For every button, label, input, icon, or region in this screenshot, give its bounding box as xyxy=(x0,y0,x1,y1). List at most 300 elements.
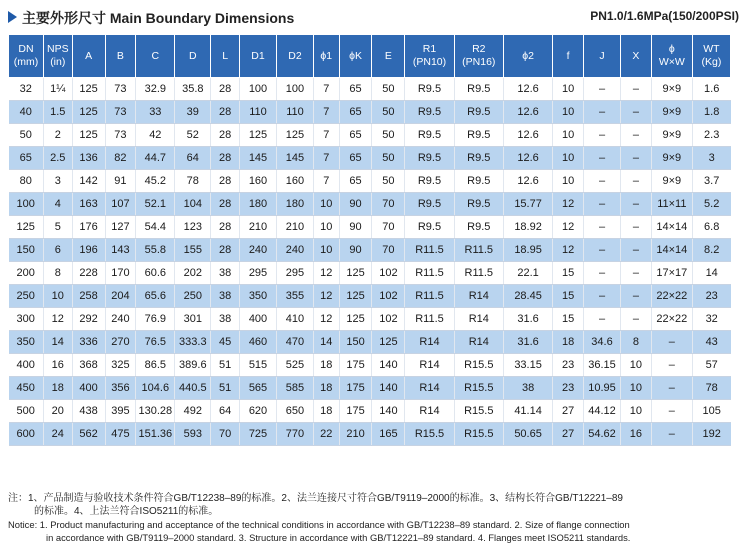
table-cell: – xyxy=(584,262,621,285)
table-cell: 450 xyxy=(9,377,44,400)
table-cell: 10 xyxy=(621,400,652,423)
table-cell: – xyxy=(584,239,621,262)
table-cell: 9×9 xyxy=(651,101,692,124)
table-cell: 50 xyxy=(9,124,44,147)
table-row xyxy=(9,170,731,193)
table-cell: 12 xyxy=(553,216,584,239)
table-cell: 38 xyxy=(211,285,240,308)
table-cell: 593 xyxy=(175,423,211,446)
table-cell: R15.5 xyxy=(454,423,503,446)
table-cell: 250 xyxy=(175,285,211,308)
table-cell: 22.1 xyxy=(503,262,552,285)
table-cell: 2.3 xyxy=(692,124,730,147)
table-cell: R9.5 xyxy=(454,78,503,101)
table-cell: 70 xyxy=(372,216,405,239)
table-cell: 80 xyxy=(9,170,44,193)
table-cell: R11.5 xyxy=(405,308,454,331)
table-cell: R15.5 xyxy=(405,423,454,446)
column-header-line: (PN16) xyxy=(462,56,496,68)
table-cell: 8 xyxy=(621,331,652,354)
column-header xyxy=(584,35,621,78)
table-cell: 127 xyxy=(105,216,136,239)
table-cell: 32 xyxy=(692,308,730,331)
column-header-line: ϕ xyxy=(668,43,675,55)
table-cell: 160 xyxy=(276,170,313,193)
table-cell: 50 xyxy=(372,147,405,170)
table-cell: 350 xyxy=(9,331,44,354)
column-header xyxy=(105,35,136,78)
table-cell: 2 xyxy=(43,124,72,147)
table-cell: 14 xyxy=(43,331,72,354)
table-cell: – xyxy=(621,170,652,193)
header-row xyxy=(9,35,731,78)
table-cell: R9.5 xyxy=(454,147,503,170)
table-cell: 10 xyxy=(553,170,584,193)
table-cell: 22 xyxy=(313,423,339,446)
table-cell: 136 xyxy=(72,147,105,170)
table-cell: 35.8 xyxy=(175,78,211,101)
table-cell: R14 xyxy=(405,400,454,423)
table-cell: 492 xyxy=(175,400,211,423)
table-cell: 176 xyxy=(72,216,105,239)
table-cell: R9.5 xyxy=(405,170,454,193)
table-cell: 240 xyxy=(276,239,313,262)
table-cell: 51 xyxy=(211,377,240,400)
table-cell: 10 xyxy=(313,239,339,262)
table-cell: 3.7 xyxy=(692,170,730,193)
table-cell: 32 xyxy=(9,78,44,101)
table-cell: 52.1 xyxy=(136,193,175,216)
table-cell: 500 xyxy=(9,400,44,423)
table-cell: 210 xyxy=(339,423,372,446)
column-header-line: X xyxy=(632,49,640,62)
table-cell: 650 xyxy=(276,400,313,423)
table-cell: R11.5 xyxy=(454,262,503,285)
table-cell: 395 xyxy=(105,400,136,423)
table-cell: 125 xyxy=(372,331,405,354)
column-header-line: NPS xyxy=(46,43,69,55)
table-cell: 125 xyxy=(339,262,372,285)
table-cell: 123 xyxy=(175,216,211,239)
table-cell: 210 xyxy=(240,216,277,239)
page-title: 主要外形尺寸 Main Boundary Dimensions xyxy=(22,10,295,26)
table-cell: 55.8 xyxy=(136,239,175,262)
table-cell: R11.5 xyxy=(405,285,454,308)
table-cell: 125 xyxy=(339,308,372,331)
table-cell: 18 xyxy=(313,377,339,400)
table-cell: 6.8 xyxy=(692,216,730,239)
table-cell: 42 xyxy=(136,124,175,147)
table-cell: 27 xyxy=(553,400,584,423)
table-cell: 18 xyxy=(313,354,339,377)
notes-cn-line-1: 注：1、产品制造与验收技术条件符合GB/T12238–89的标准。2、法兰连接尺寸符合GB/T9119–2000的标准。3、结构长符合GB/T12221–89 xyxy=(8,493,623,504)
table-cell: 27 xyxy=(553,423,584,446)
table-cell: – xyxy=(621,78,652,101)
table-cell: – xyxy=(651,423,692,446)
column-header-line: (mm) xyxy=(13,56,39,68)
table-cell: – xyxy=(584,101,621,124)
table-cell: 1.5 xyxy=(43,101,72,124)
table-cell: 33 xyxy=(136,101,175,124)
table-cell: 100 xyxy=(276,78,313,101)
table-cell: 16 xyxy=(621,423,652,446)
table-cell: 12.6 xyxy=(503,101,552,124)
table-cell: 90 xyxy=(339,239,372,262)
table-cell: 725 xyxy=(240,423,277,446)
table-cell: R14 xyxy=(454,331,503,354)
column-header xyxy=(339,35,372,78)
table-cell: 28 xyxy=(211,239,240,262)
table-cell: 10 xyxy=(313,193,339,216)
table-cell: 270 xyxy=(105,331,136,354)
table-cell: 14×14 xyxy=(651,216,692,239)
table-cell: 23 xyxy=(553,377,584,400)
table-row xyxy=(9,147,731,170)
table-cell: – xyxy=(584,216,621,239)
table-cell: 16 xyxy=(43,354,72,377)
table-cell: 73 xyxy=(105,124,136,147)
table-cell: 258 xyxy=(72,285,105,308)
table-cell: 28 xyxy=(211,216,240,239)
column-header-line: A xyxy=(85,49,93,62)
table-row xyxy=(9,285,731,308)
table-cell: 150 xyxy=(339,331,372,354)
table-cell: – xyxy=(584,308,621,331)
table-cell: 202 xyxy=(175,262,211,285)
table-cell: 110 xyxy=(276,101,313,124)
table-cell: 470 xyxy=(276,331,313,354)
table-cell: R9.5 xyxy=(454,216,503,239)
column-header-line: f xyxy=(566,49,570,62)
table-cell: – xyxy=(621,308,652,331)
table-cell: – xyxy=(621,239,652,262)
table-cell: – xyxy=(621,193,652,216)
table-cell: 600 xyxy=(9,423,44,446)
table-cell: 10 xyxy=(553,147,584,170)
table-cell: – xyxy=(651,377,692,400)
column-header xyxy=(503,35,552,78)
table-cell: 51 xyxy=(211,354,240,377)
table-cell: 440.5 xyxy=(175,377,211,400)
table-cell: 1.8 xyxy=(692,101,730,124)
table-cell: 14×14 xyxy=(651,239,692,262)
table-cell: 175 xyxy=(339,400,372,423)
table-cell: 143 xyxy=(105,239,136,262)
table-cell: – xyxy=(584,285,621,308)
table-cell: 32.9 xyxy=(136,78,175,101)
table-cell: 155 xyxy=(175,239,211,262)
table-row xyxy=(9,124,731,147)
column-header xyxy=(651,35,692,78)
table-cell: 104 xyxy=(175,193,211,216)
table-cell: 70 xyxy=(372,193,405,216)
table-cell: R9.5 xyxy=(405,101,454,124)
table-row xyxy=(9,216,731,239)
table-cell: 196 xyxy=(72,239,105,262)
table-cell: 12.6 xyxy=(503,147,552,170)
table-header xyxy=(9,35,731,78)
table-cell: 24 xyxy=(43,423,72,446)
table-cell: 110 xyxy=(240,101,277,124)
table-cell: 295 xyxy=(276,262,313,285)
table-cell: 28.45 xyxy=(503,285,552,308)
table-cell: 7 xyxy=(313,124,339,147)
table-cell: 14 xyxy=(692,262,730,285)
table-cell: 15 xyxy=(553,285,584,308)
table-cell: 400 xyxy=(9,354,44,377)
table-cell: 90 xyxy=(339,193,372,216)
table-cell: 12 xyxy=(313,308,339,331)
table-cell: 44.7 xyxy=(136,147,175,170)
table-cell: 11×11 xyxy=(651,193,692,216)
column-header-line: L xyxy=(222,49,229,62)
table-cell: R9.5 xyxy=(454,193,503,216)
page-header xyxy=(6,6,739,28)
table-cell: 65 xyxy=(339,124,372,147)
table-cell: 10 xyxy=(553,101,584,124)
table-cell: 31.6 xyxy=(503,308,552,331)
table-cell: 50 xyxy=(372,101,405,124)
table-cell: 39 xyxy=(175,101,211,124)
table-cell: 525 xyxy=(276,354,313,377)
table-cell: 210 xyxy=(276,216,313,239)
table-cell: 204 xyxy=(105,285,136,308)
table-cell: 1.6 xyxy=(692,78,730,101)
table-cell: 125 xyxy=(72,124,105,147)
column-header xyxy=(9,35,44,78)
table-cell: R9.5 xyxy=(454,170,503,193)
table-cell: – xyxy=(584,193,621,216)
column-header xyxy=(276,35,313,78)
table-cell: 170 xyxy=(105,262,136,285)
table-cell: 292 xyxy=(72,308,105,331)
table-cell: 70 xyxy=(372,239,405,262)
table-row xyxy=(9,423,731,446)
table-cell: 142 xyxy=(72,170,105,193)
table-cell: 23 xyxy=(553,354,584,377)
table-cell: 1¼ xyxy=(43,78,72,101)
triangle-bullet-icon xyxy=(8,11,17,23)
table-cell: 107 xyxy=(105,193,136,216)
table-cell: 8.2 xyxy=(692,239,730,262)
table-cell: 38 xyxy=(503,377,552,400)
table-cell: 9×9 xyxy=(651,147,692,170)
column-header-line: (PN10) xyxy=(412,56,447,68)
table-cell: 10.95 xyxy=(584,377,621,400)
table-cell: 336 xyxy=(72,331,105,354)
table-cell: R11.5 xyxy=(454,239,503,262)
table-cell: 389.6 xyxy=(175,354,211,377)
table-cell: 368 xyxy=(72,354,105,377)
table-cell: – xyxy=(621,262,652,285)
table-row xyxy=(9,308,731,331)
table-cell: 52 xyxy=(175,124,211,147)
table-row xyxy=(9,239,731,262)
table-cell: 17×17 xyxy=(651,262,692,285)
table-cell: 10 xyxy=(553,78,584,101)
table-cell: 28 xyxy=(211,78,240,101)
table-cell: 31.6 xyxy=(503,331,552,354)
column-header-line: R2 xyxy=(472,43,486,55)
table-cell: 2.5 xyxy=(43,147,72,170)
table-cell: 102 xyxy=(372,285,405,308)
table-cell: 18 xyxy=(553,331,584,354)
column-header xyxy=(313,35,339,78)
table-cell: 125 xyxy=(9,216,44,239)
column-header xyxy=(692,35,730,78)
table-cell: 76.9 xyxy=(136,308,175,331)
table-cell: R11.5 xyxy=(405,239,454,262)
table-cell: 5 xyxy=(43,216,72,239)
table-cell: 3 xyxy=(43,170,72,193)
column-header-line: (in) xyxy=(50,56,66,68)
notes-en-line-1: Notice: 1. Product manufacturing and acceptance of the technical conditions in accordance with GB/T12238–89 standard. 2. Size of flange connection xyxy=(8,519,630,530)
column-header-line: ϕ1 xyxy=(320,49,333,62)
column-header-line: D xyxy=(189,49,197,62)
table-cell: 78 xyxy=(692,377,730,400)
table-cell: R14 xyxy=(405,354,454,377)
table-cell: 28 xyxy=(211,101,240,124)
column-header xyxy=(43,35,72,78)
table-cell: 10 xyxy=(43,285,72,308)
table-cell: 45.2 xyxy=(136,170,175,193)
table-cell: 145 xyxy=(240,147,277,170)
table-cell: 350 xyxy=(240,285,277,308)
table-cell: – xyxy=(621,216,652,239)
table-cell: 64 xyxy=(175,147,211,170)
table-cell: 150 xyxy=(9,239,44,262)
column-header-line: R1 xyxy=(422,43,437,55)
table-cell: 125 xyxy=(72,101,105,124)
column-header-line: C xyxy=(151,49,160,62)
table-cell: – xyxy=(584,78,621,101)
table-cell: 18 xyxy=(43,377,72,400)
table-cell: 36.15 xyxy=(584,354,621,377)
table-cell: 33.15 xyxy=(503,354,552,377)
table-cell: 100 xyxy=(9,193,44,216)
table-cell: 50 xyxy=(372,170,405,193)
column-header-line: WT xyxy=(703,43,720,55)
table-cell: 301 xyxy=(175,308,211,331)
table-cell: 34.6 xyxy=(584,331,621,354)
table-row xyxy=(9,193,731,216)
table-cell: R14 xyxy=(454,308,503,331)
table-cell: 228 xyxy=(72,262,105,285)
table-cell: 163 xyxy=(72,193,105,216)
table-cell: 12.6 xyxy=(503,170,552,193)
table-cell: 240 xyxy=(105,308,136,331)
column-header xyxy=(372,35,405,78)
table-cell: 565 xyxy=(240,377,277,400)
notes-cn-line-2: 的标准。4、上法兰符合ISO5211的标准。 xyxy=(34,506,219,517)
table-cell: 45 xyxy=(211,331,240,354)
table-cell: 86.5 xyxy=(136,354,175,377)
table-row xyxy=(9,262,731,285)
table-cell: R14 xyxy=(405,331,454,354)
table-cell: 10 xyxy=(553,124,584,147)
table-cell: 7 xyxy=(313,78,339,101)
table-cell: 73 xyxy=(105,78,136,101)
column-header xyxy=(454,35,503,78)
table-cell: 295 xyxy=(240,262,277,285)
table-cell: 180 xyxy=(276,193,313,216)
table-cell: 18.92 xyxy=(503,216,552,239)
table-cell: 105 xyxy=(692,400,730,423)
table-row xyxy=(9,377,731,400)
column-header xyxy=(621,35,652,78)
table-cell: 90 xyxy=(339,216,372,239)
table-cell: 8 xyxy=(43,262,72,285)
table-cell: – xyxy=(584,147,621,170)
table-cell: – xyxy=(651,354,692,377)
table-cell: 65 xyxy=(9,147,44,170)
table-cell: 475 xyxy=(105,423,136,446)
column-header xyxy=(72,35,105,78)
table-cell: 410 xyxy=(276,308,313,331)
table-cell: 28 xyxy=(211,170,240,193)
table-cell: 180 xyxy=(240,193,277,216)
table-cell: 22×22 xyxy=(651,308,692,331)
table-cell: 165 xyxy=(372,423,405,446)
table-row xyxy=(9,78,731,101)
column-header-line: W×W xyxy=(658,56,685,68)
table-cell: 28 xyxy=(211,147,240,170)
table-cell: 18.95 xyxy=(503,239,552,262)
table-cell: 9×9 xyxy=(651,78,692,101)
table-row xyxy=(9,400,731,423)
table-cell: 7 xyxy=(313,101,339,124)
table-cell: 145 xyxy=(276,147,313,170)
dimensions-table xyxy=(8,34,731,446)
table-cell: – xyxy=(584,124,621,147)
table-cell: 38 xyxy=(211,262,240,285)
table-cell: 140 xyxy=(372,354,405,377)
table-cell: 12 xyxy=(553,239,584,262)
table-cell: 325 xyxy=(105,354,136,377)
table-cell: 50.65 xyxy=(503,423,552,446)
table-cell: R9.5 xyxy=(405,124,454,147)
table-cell: 240 xyxy=(240,239,277,262)
table-cell: – xyxy=(651,400,692,423)
notes-en-line-2: in accordance with GB/T9119–2000 standard. 3. Structure in accordance with GB/T12221–89 standard. 4. Flanges meet ISO5211 standards. xyxy=(46,532,631,543)
table-body xyxy=(9,78,731,446)
table-cell: – xyxy=(584,170,621,193)
table-cell: 18 xyxy=(313,400,339,423)
table-cell: 15 xyxy=(553,262,584,285)
table-cell: 65 xyxy=(339,147,372,170)
table-cell: 12 xyxy=(313,285,339,308)
table-cell: 22×22 xyxy=(651,285,692,308)
table-cell: 192 xyxy=(692,423,730,446)
table-cell: 15.77 xyxy=(503,193,552,216)
table-cell: 200 xyxy=(9,262,44,285)
table-cell: 356 xyxy=(105,377,136,400)
table-cell: – xyxy=(621,124,652,147)
table-cell: 7 xyxy=(313,170,339,193)
column-header-line: J xyxy=(599,49,605,62)
table-cell: 5.2 xyxy=(692,193,730,216)
table-cell: 515 xyxy=(240,354,277,377)
table-cell: R9.5 xyxy=(454,124,503,147)
table-cell: 15 xyxy=(553,308,584,331)
table-cell: 10 xyxy=(621,354,652,377)
table-cell: 140 xyxy=(372,400,405,423)
table-row xyxy=(9,101,731,124)
table-row xyxy=(9,331,731,354)
table-cell: 770 xyxy=(276,423,313,446)
table-cell: R14 xyxy=(405,377,454,400)
table-cell: 125 xyxy=(276,124,313,147)
